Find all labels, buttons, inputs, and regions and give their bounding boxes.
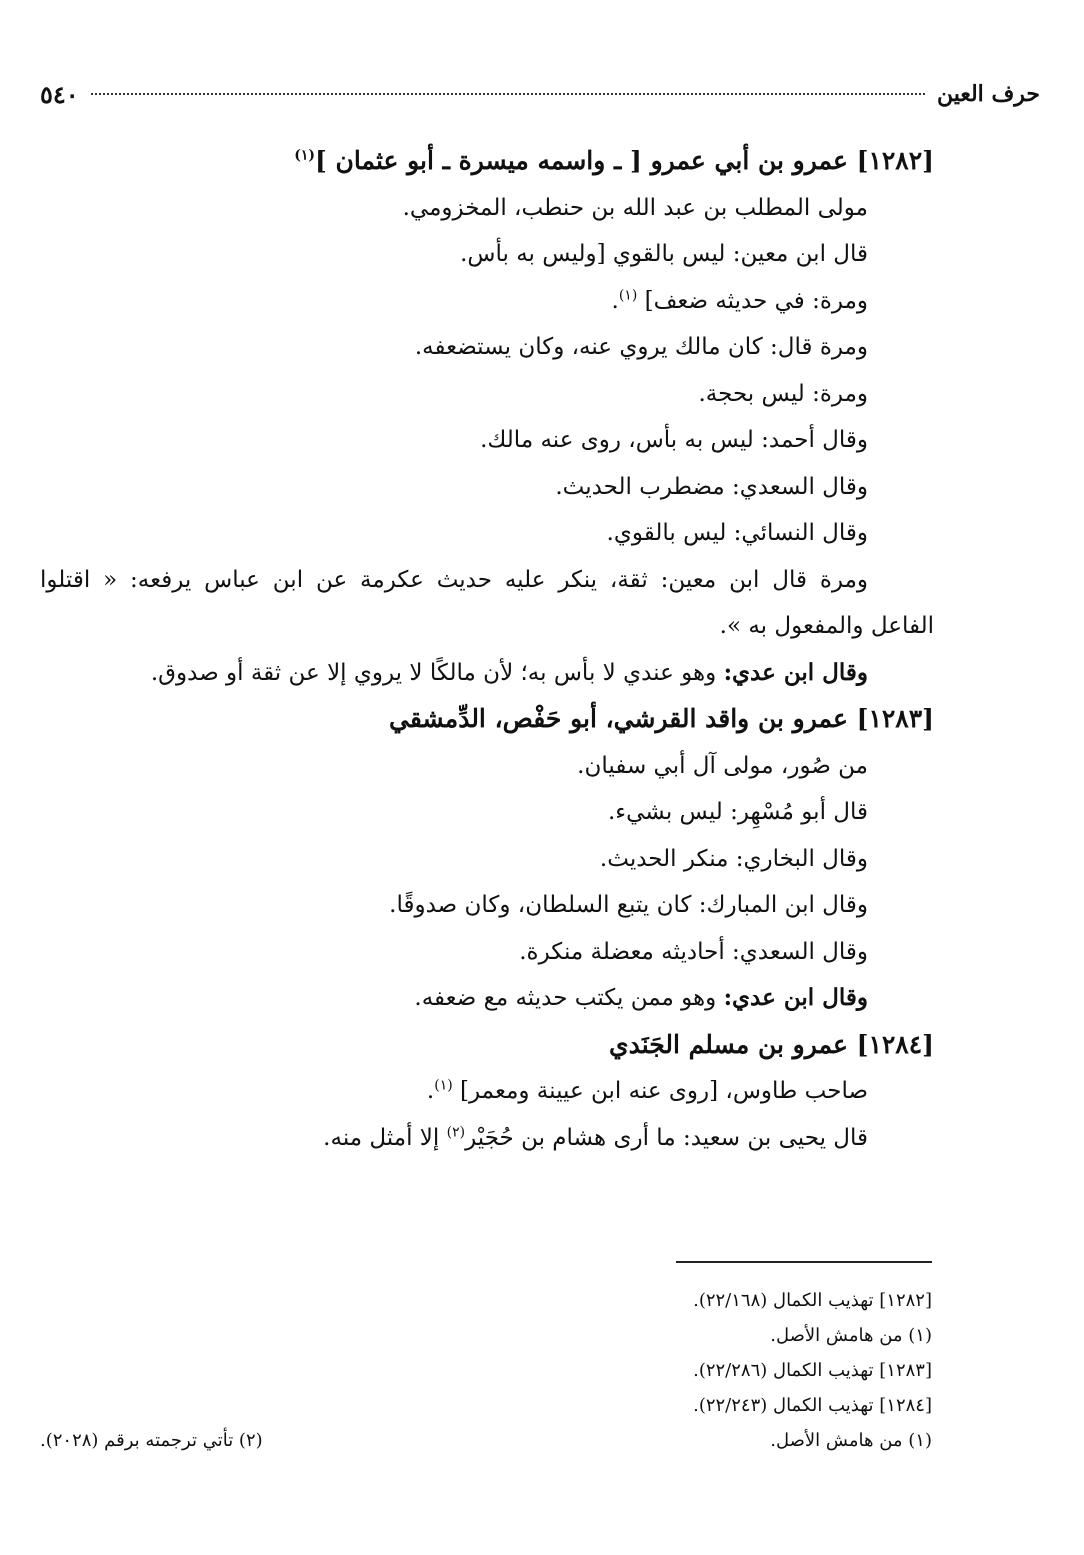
footnote-separator (676, 1261, 932, 1263)
text-line: ومرة قال ابن معين: ثقة، ينكر عليه حديث عكرمة عن ابن عباس يرفعه: « اقتلوا (40, 566, 868, 593)
text-line: قال ابن معين: ليس بالقوي [وليس به بأس. (460, 241, 868, 267)
text-line: وقال السعدي: أحاديثه معضلة منكرة. (519, 938, 868, 965)
footnote: (٢) تأتي ترجمته برقم (٢٠٢٨). (40, 1430, 263, 1451)
text-line: قال يحيى بن سعيد: ما أرى هشام بن حُجَيْر$^{(٢)}$ إلا أمثل منه. (323, 1123, 868, 1151)
footnote: [١٢٨٤] تهذيب الكمال (٢٢/٢٤٣). (693, 1395, 932, 1416)
text-line: وقال البخاري: منكر الحديث. (599, 845, 868, 872)
header-dotted-rule (91, 93, 925, 95)
entry-heading-1283: [١٢٨٣] عمرو بن واقد القرشي، أبو حَفْص، الدِّمشقي (389, 704, 934, 733)
footnote-marker: (١) (294, 147, 315, 164)
footnote: (١) من هامش الأصل. (770, 1430, 932, 1451)
text-line: من صُور، مولى آل أبي سفيان. (577, 752, 868, 779)
text-line: ومرة: ليس بحجة. (698, 380, 868, 407)
running-title: حرف العين (936, 81, 1040, 107)
text-line: وقال ابن عدي: وهو ممن يكتب حديثه مع ضعفه. (414, 984, 868, 1011)
footnotes-left-column (40, 1423, 440, 1458)
running-head (40, 76, 1040, 112)
footnote-marker: (١) (618, 286, 638, 303)
footnote: (١) من هامش الأصل. (770, 1325, 932, 1346)
footnote: [١٢٨٢] تهذيب الكمال (٢٢/١٦٨). (693, 1290, 932, 1311)
text-line: صاحب طاوس، [روى عنه ابن عيينة ومعمر] $^{(١)}$. (426, 1077, 868, 1104)
text-line: مولى المطلب بن عبد الله بن حنطب، المخزومي. (402, 194, 868, 221)
entry-heading-1282: [١٢٨٢] عمرو بن أبي عمرو [ ـ واسمه ميسرة ـ أبو عثمان ]$^{(١)}$ (294, 146, 934, 175)
text-line: قال أبو مُسْهِر: ليس بشيء. (608, 799, 868, 825)
text-line: وقال أحمد: ليس به بأس، روى عنه مالك. (480, 427, 868, 453)
text-line: ومرة: في حديثه ضعف] $^{(١)}$. (611, 286, 868, 314)
text-line: وقال ابن المبارك: كان يتبع السلطان، وكان صدوقًا. (389, 892, 868, 918)
speaker-lead: وقال ابن عدي: (723, 984, 868, 1011)
text-line: ومرة قال: كان مالك يروي عنه، وكان يستضعفه. (414, 334, 868, 360)
footnotes-right-column (480, 1283, 932, 1458)
footnote-marker: (٢) (446, 1123, 466, 1140)
text-line: وقال السعدي: مضطرب الحديث. (555, 473, 868, 500)
text-line: الفاعل والمفعول به ». (719, 613, 934, 639)
text-line: وقال النسائي: ليس بالقوي. (606, 520, 868, 546)
entry-heading-1284: [١٢٨٤] عمرو بن مسلم الجَنَدي (609, 1029, 934, 1059)
page-number: ٥٤٠ (40, 79, 79, 109)
speaker-lead: وقال ابن عدي: (723, 658, 868, 686)
footnote: [١٢٨٣] تهذيب الكمال (٢٢/٢٨٦). (693, 1360, 932, 1381)
footnote-marker: (١) (434, 1077, 453, 1094)
text-line: وقال ابن عدي: وهو عندي لا بأس به؛ لأن مالكًا لا يروي إلا عن ثقة أو صدوق. (150, 658, 868, 686)
main-text (40, 138, 934, 1161)
